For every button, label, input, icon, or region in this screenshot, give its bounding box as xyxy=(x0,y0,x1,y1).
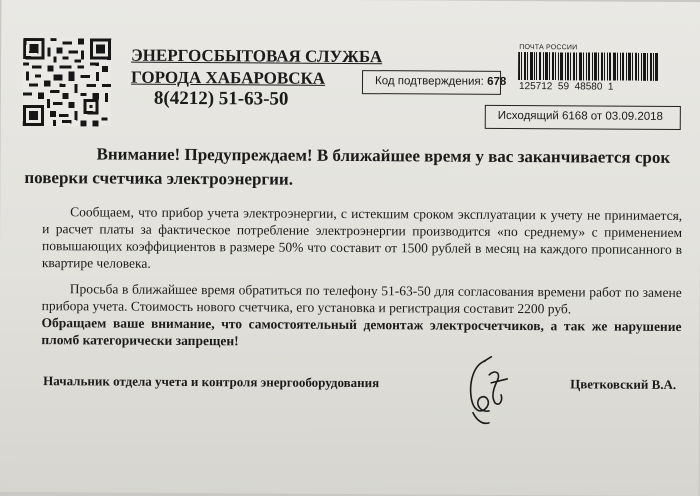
organization-phone: 8(4212) 51-63-50 xyxy=(153,87,289,110)
signatory-position: Начальник отдела учета и контроля энергооборудования xyxy=(43,373,380,391)
organization-line-2: ГОРОДА ХАБАРОВСКА xyxy=(130,67,326,88)
postal-label: ПОЧТА РОССИИ xyxy=(519,44,578,52)
qr-code-icon xyxy=(23,38,112,127)
letter-body xyxy=(41,203,682,352)
notice-title-line-1: Внимание! Предупреждаем! В ближайшее время у вас заканчивается срок xyxy=(96,144,671,167)
confirmation-code-label: Код подтверждения: xyxy=(374,75,484,88)
paragraph-3-warning: Обращаем ваше внимание, что самостоятельный демонтаж электросчетчиков, а так же нарушение пломб категорически запрещен! xyxy=(41,315,682,349)
signatory-name: Цветковский В.А. xyxy=(570,376,677,392)
organization-line-1: ЭНЕРГОСБЫТОВАЯ СЛУЖБА xyxy=(131,45,383,67)
paragraph-2: Просьба в ближайшее время обратиться по телефону 51-63-50 для согласования времени работ по замене прибора учета. Стоимость нового счетчика, его установка и регистрация составит 2200 руб. xyxy=(41,281,682,317)
barcode-number: 125712 59 48580 1 xyxy=(518,81,614,93)
organization-name xyxy=(131,45,382,91)
notice-title-line-2: поверки счетчика электроэнергии. xyxy=(24,168,294,189)
notice-title xyxy=(24,142,671,194)
paragraph-1: Сообщаем, что прибор учета электроэнергии, с истекшим сроком эксплуатации к учету не принимается, и расчет платы за фактическое потребление электроэнергии производится «по среднему» с применением повышающих коэффициентов в размере 50% что составит от 1500 рублей в месяц на каждого прописанного в квартире человека. xyxy=(41,204,683,271)
outgoing-number-box: Исходящий 6168 от 03.09.2018 xyxy=(485,105,681,130)
confirmation-code-box xyxy=(362,70,507,95)
confirmation-code-value: 678 xyxy=(487,75,507,88)
postal-barcode xyxy=(518,52,658,81)
handwritten-signature xyxy=(451,353,521,428)
